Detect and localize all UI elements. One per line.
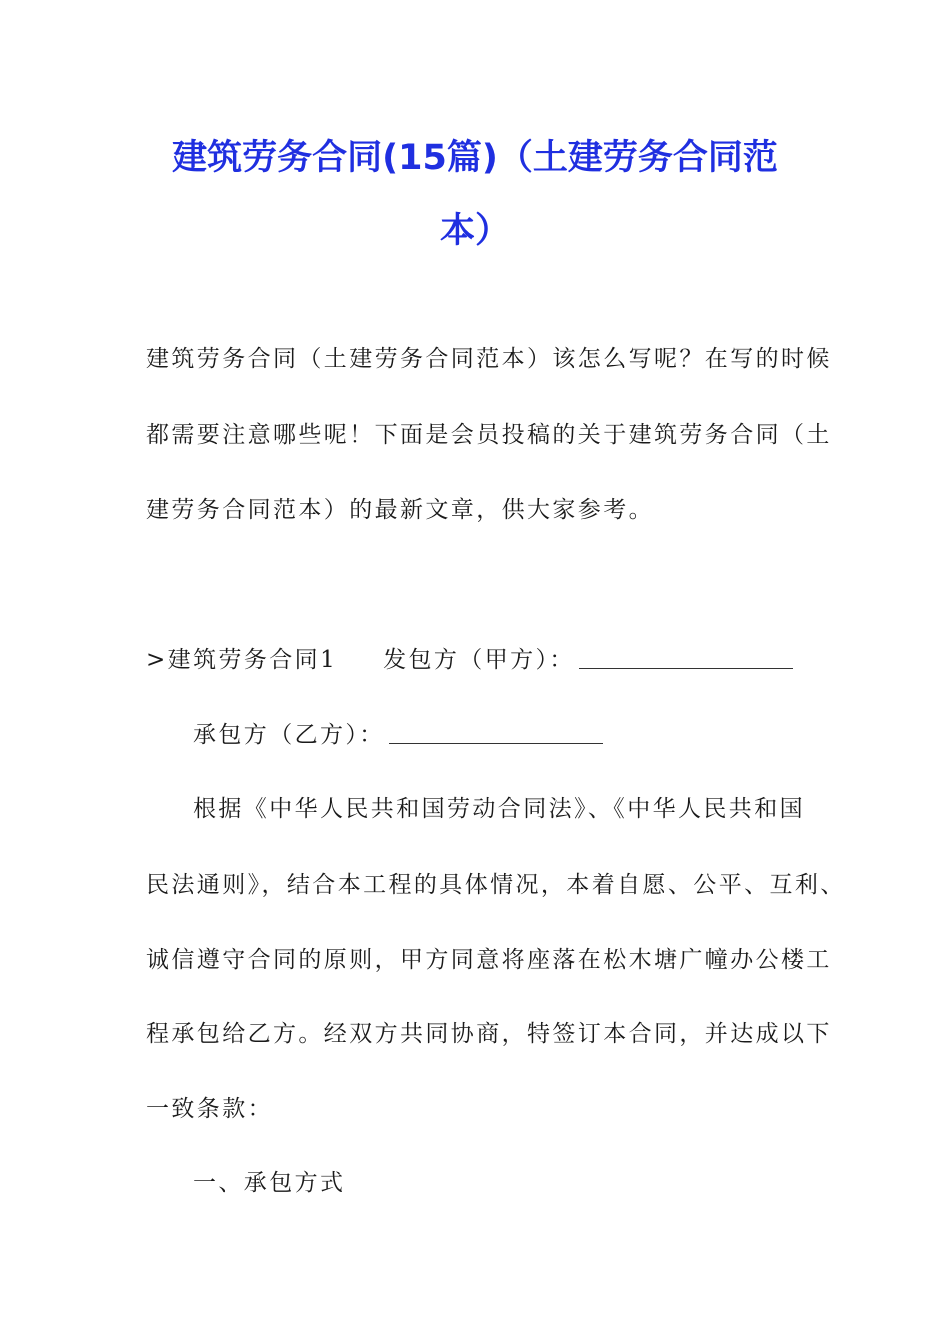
document-title-line-2: 本）: [439, 211, 510, 251]
intro-line-1: 建筑劳务合同（土建劳务合同范本）该怎么写呢？在写的时候: [146, 346, 832, 372]
clause-line-1: 根据《中华人民共和国劳动合同法》、《中华人民共和国: [193, 796, 805, 822]
party-a-blank-line: [579, 648, 793, 669]
contract-heading: >建筑劳务合同1: [146, 647, 338, 673]
party-b-row: [193, 720, 603, 750]
party-a-label: 发包方（甲方）：: [383, 647, 575, 673]
party-b-blank-line: [389, 723, 603, 744]
section-heading-1: 一、承包方式: [193, 1170, 346, 1196]
clause-line-2: 民法通则》，结合本工程的具体情况，本着自愿、公平、互利、: [146, 872, 846, 898]
document-title-line-1: 建筑劳务合同(15篇)（土建劳务合同范: [172, 138, 778, 178]
clause-line-5: 一致条款：: [146, 1096, 273, 1122]
intro-line-2: 都需要注意哪些呢！下面是会员投稿的关于建筑劳务合同（土: [146, 422, 832, 448]
party-b-label: 承包方（乙方）：: [193, 722, 385, 748]
intro-line-3: 建劳务合同范本）的最新文章，供大家参考。: [146, 497, 654, 523]
contract-heading-row: [146, 645, 793, 675]
clause-line-4: 程承包给乙方。经双方共同协商，特签订本合同，并达成以下: [146, 1021, 832, 1047]
clause-line-3: 诚信遵守合同的原则，甲方同意将座落在松木塘广幢办公楼工: [146, 947, 832, 973]
